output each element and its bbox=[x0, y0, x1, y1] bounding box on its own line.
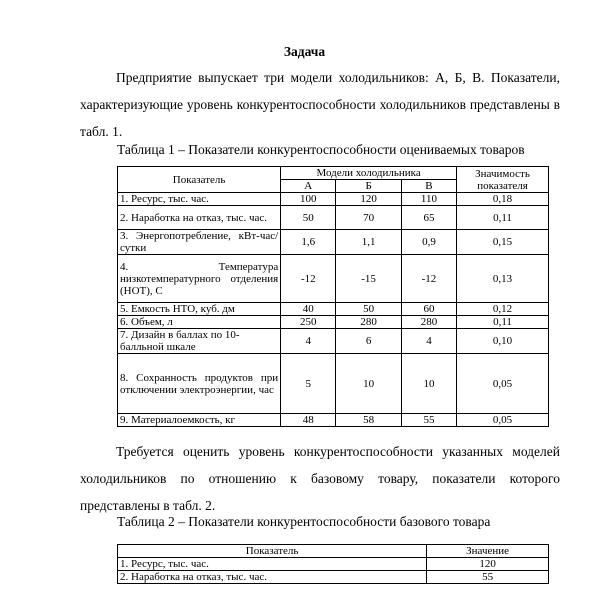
weight-value: 0,13 bbox=[457, 255, 549, 303]
model-a-value: 5 bbox=[281, 354, 336, 414]
table1-body bbox=[118, 193, 549, 427]
row-label: 1. Ресурс, тыс. час. bbox=[118, 558, 427, 571]
model-b-value: 10 bbox=[336, 354, 402, 414]
task-paragraph: Требуется оценить уровень конкурентоспособности указанных моделей холодильников по отношению к базовому товару, показатели которого представлены в табл. 2. bbox=[80, 444, 560, 513]
table-row bbox=[118, 329, 549, 354]
model-b-value: 280 bbox=[336, 316, 402, 329]
model-c-value: -12 bbox=[401, 255, 456, 303]
model-b-value: 50 bbox=[336, 303, 402, 316]
task-title: Задача bbox=[283, 44, 326, 59]
row-value: 55 bbox=[427, 571, 549, 584]
header-indicator: Показатель bbox=[118, 167, 281, 193]
model-b-value: 120 bbox=[336, 193, 402, 206]
model-c-value: 0,9 bbox=[401, 230, 456, 255]
table-row bbox=[118, 206, 549, 230]
row-label: 1. Ресурс, тыс. час. bbox=[118, 193, 281, 206]
header-model-b: Б bbox=[336, 180, 402, 193]
model-a-value: -12 bbox=[281, 255, 336, 303]
row-label: 8. Сохранность продуктов при отключении электроэнергии, час bbox=[118, 354, 281, 414]
header-model-a: А bbox=[281, 180, 336, 193]
table2-caption: Таблица 2 – Показатели конкурентоспособности базового товара bbox=[117, 514, 491, 529]
row-label: 3. Энергопотребление, кВт-час/сутки bbox=[118, 230, 281, 255]
table-row bbox=[118, 230, 549, 255]
weight-value: 0,05 bbox=[457, 414, 549, 427]
header-value: Значение bbox=[427, 545, 549, 558]
table-row bbox=[118, 303, 549, 316]
model-b-value: 6 bbox=[336, 329, 402, 354]
table-row bbox=[118, 316, 549, 329]
intro-paragraph: Предприятие выпускает три модели холодильников: А, Б, В. Показатели, характеризующие уровень конкурентоспособности холодильников представлены в табл. 1. bbox=[80, 70, 560, 139]
model-a-value: 100 bbox=[281, 193, 336, 206]
weight-value: 0,11 bbox=[457, 316, 549, 329]
table1-caption: Таблица 1 – Показатели конкурентоспособности оцениваемых товаров bbox=[117, 142, 525, 157]
model-a-value: 1,6 bbox=[281, 230, 336, 255]
model-b-value: 58 bbox=[336, 414, 402, 427]
weight-value: 0,10 bbox=[457, 329, 549, 354]
weight-value: 0,15 bbox=[457, 230, 549, 255]
model-c-value: 55 bbox=[401, 414, 456, 427]
model-a-value: 48 bbox=[281, 414, 336, 427]
table-row bbox=[118, 193, 549, 206]
header-models: Модели холодильника bbox=[281, 167, 457, 180]
header-model-c: В bbox=[401, 180, 456, 193]
row-label: 2. Наработка на отказ, тыс. час. bbox=[118, 206, 281, 230]
row-label: 9. Материалоемкость, кг bbox=[118, 414, 281, 427]
weight-value: 0,12 bbox=[457, 303, 549, 316]
weight-value: 0,18 bbox=[457, 193, 549, 206]
table-row bbox=[118, 414, 549, 427]
model-b-value: 1,1 bbox=[336, 230, 402, 255]
header-indicator: Показатель bbox=[118, 545, 427, 558]
model-b-value: -15 bbox=[336, 255, 402, 303]
model-c-value: 65 bbox=[401, 206, 456, 230]
table-row bbox=[118, 354, 549, 414]
model-c-value: 4 bbox=[401, 329, 456, 354]
row-label: 2. Наработка на отказ, тыс. час. bbox=[118, 571, 427, 584]
base-product-table bbox=[117, 544, 549, 584]
model-a-value: 40 bbox=[281, 303, 336, 316]
table-row bbox=[118, 571, 549, 584]
table-row bbox=[118, 558, 549, 571]
weight-value: 0,05 bbox=[457, 354, 549, 414]
weight-value: 0,11 bbox=[457, 206, 549, 230]
model-c-value: 280 bbox=[401, 316, 456, 329]
table2-body bbox=[118, 558, 549, 584]
model-a-value: 250 bbox=[281, 316, 336, 329]
row-label: 6. Объем, л bbox=[118, 316, 281, 329]
row-label: 5. Емкость НТО, куб. дм bbox=[118, 303, 281, 316]
model-a-value: 50 bbox=[281, 206, 336, 230]
model-a-value: 4 bbox=[281, 329, 336, 354]
model-c-value: 10 bbox=[401, 354, 456, 414]
row-label: 7. Дизайн в баллах по 10-балльной шкале bbox=[118, 329, 281, 354]
row-value: 120 bbox=[427, 558, 549, 571]
header-weight: Значимость показателя bbox=[457, 167, 549, 193]
model-c-value: 110 bbox=[401, 193, 456, 206]
competitiveness-table bbox=[117, 166, 549, 427]
table-row bbox=[118, 255, 549, 303]
row-label: 4. Температура низкотемпературного отделения (НОТ), С bbox=[118, 255, 281, 303]
model-b-value: 70 bbox=[336, 206, 402, 230]
model-c-value: 60 bbox=[401, 303, 456, 316]
